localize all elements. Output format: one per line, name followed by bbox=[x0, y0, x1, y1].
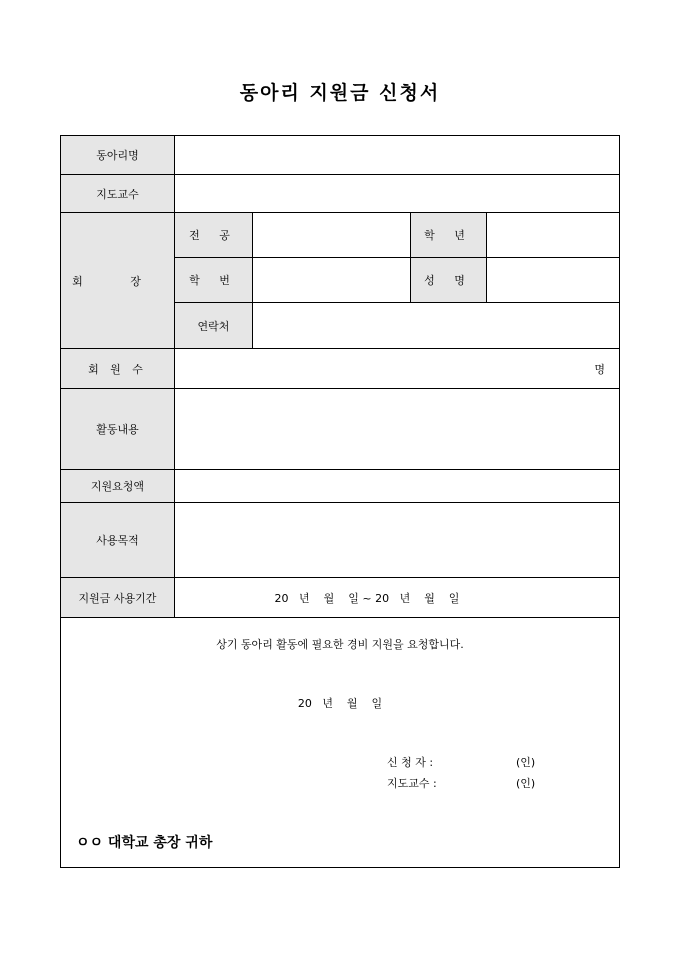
members-unit: 명 bbox=[594, 362, 605, 376]
purpose-label: 사용목적 bbox=[61, 503, 174, 577]
advisor-seal: (인) bbox=[516, 777, 536, 790]
grade-field[interactable] bbox=[487, 213, 619, 257]
student-id-label: 학 번 bbox=[189, 274, 238, 287]
period-label: 지원금 사용기간 bbox=[61, 578, 174, 617]
activity-field[interactable] bbox=[175, 389, 619, 469]
application-form bbox=[60, 135, 620, 868]
student-id-label-cell bbox=[175, 258, 252, 302]
period-field[interactable]: 20 년 월 일 ~ 20 년 월 일 bbox=[274, 591, 460, 605]
contact-label: 연락처 bbox=[175, 303, 252, 348]
major-field[interactable] bbox=[253, 213, 410, 257]
applicant-label: 신 청 자 : bbox=[387, 756, 434, 769]
name-label: 성 명 bbox=[424, 274, 473, 287]
addressee: ㅇㅇ 대학교 총장 귀하 bbox=[76, 835, 213, 851]
president-label-cell bbox=[61, 213, 174, 348]
president-label: 회 장 bbox=[72, 274, 163, 288]
student-id-field[interactable] bbox=[253, 258, 410, 302]
grade-label-cell bbox=[411, 213, 486, 257]
members-field[interactable] bbox=[175, 349, 619, 388]
name-field[interactable] bbox=[487, 258, 619, 302]
amount-field[interactable] bbox=[175, 470, 619, 502]
club-name-field[interactable] bbox=[175, 136, 619, 174]
request-date: 20 년 월 일 bbox=[297, 697, 383, 710]
members-label: 회 원 수 bbox=[88, 362, 147, 376]
major-label-cell bbox=[175, 213, 252, 257]
major-label: 전 공 bbox=[189, 229, 238, 242]
contact-field[interactable] bbox=[253, 303, 619, 348]
name-label-cell bbox=[411, 258, 486, 302]
grade-label: 학 년 bbox=[424, 229, 473, 242]
purpose-field[interactable] bbox=[175, 503, 619, 577]
request-statement: 상기 동아리 활동에 필요한 경비 지원을 요청합니다. bbox=[216, 638, 464, 651]
page-title: 동아리 지원금 신청서 bbox=[239, 82, 441, 104]
advisor-label: 지도교수 bbox=[61, 175, 174, 212]
amount-label: 지원요청액 bbox=[61, 470, 174, 502]
advisor-sign-label: 지도교수 : bbox=[387, 777, 437, 790]
advisor-field[interactable] bbox=[175, 175, 619, 212]
members-label-cell bbox=[61, 349, 174, 388]
club-name-label: 동아리명 bbox=[61, 136, 174, 174]
applicant-seal: (인) bbox=[516, 756, 536, 769]
activity-label: 활동내용 bbox=[61, 389, 174, 469]
